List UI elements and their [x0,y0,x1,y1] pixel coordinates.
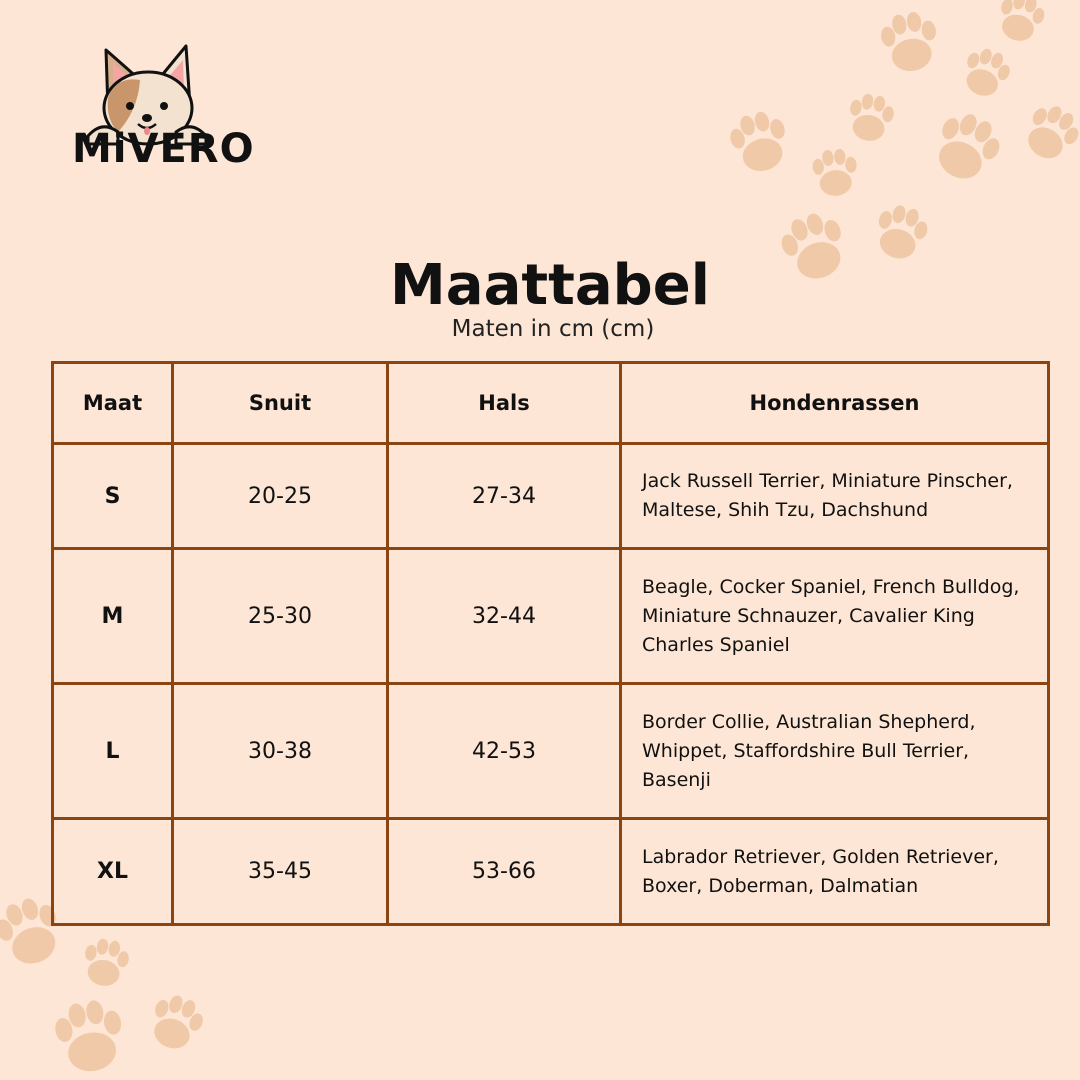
cell-hondenrassen: Beagle, Cocker Spaniel, French Bulldog, Miniature Schnauzer, Cavalier King Charles Spaniel [621,549,1049,684]
paw-print-icon [51,996,128,1076]
cell-hondenrassen: Jack Russell Terrier, Miniature Pinscher, Maltese, Shih Tzu, Dachshund [621,444,1049,549]
paw-print-icon [994,0,1049,46]
column-header-hals: Hals [388,363,621,444]
column-header-maat: Maat [53,363,173,444]
cell-hals: 27-34 [388,444,621,549]
paw-print-icon [1017,98,1080,168]
paw-print-icon [144,990,208,1056]
cell-maat: XL [53,819,173,925]
brand-logo-text: MiVERO [72,126,255,172]
table-row [53,549,1049,684]
cell-maat: M [53,549,173,684]
table-row [53,684,1049,819]
cell-maat: L [53,684,173,819]
cell-hals: 42-53 [388,684,621,819]
table-row [53,819,1049,925]
cell-hals: 32-44 [388,549,621,684]
cell-hondenrassen: Border Collie, Australian Shepherd, Whippet, Staffordshire Bull Terrier, Basenji [621,684,1049,819]
column-header-hondenrassen: Hondenrassen [621,363,1049,444]
column-header-snuit: Snuit [173,363,388,444]
cell-snuit: 35-45 [173,819,388,925]
size-table [51,361,1050,926]
cell-hals: 53-66 [388,819,621,925]
cell-hondenrassen: Labrador Retriever, Golden Retriever, Boxer, Doberman, Dalmatian [621,819,1049,925]
cell-snuit: 30-38 [173,684,388,819]
paw-print-icon [845,91,896,144]
page-title: Maattabel [390,253,710,318]
page-subtitle: Maten in cm (cm) [451,316,655,342]
cell-snuit: 25-30 [173,549,388,684]
paw-print-icon [811,148,859,198]
paw-print-icon [958,44,1015,103]
cell-snuit: 20-25 [173,444,388,549]
paw-print-icon [878,9,942,76]
paw-print-icon [726,107,794,177]
paw-print-icon [80,936,131,989]
table-header-row [53,363,1049,444]
table-row [53,444,1049,549]
cell-maat: S [53,444,173,549]
paw-print-icon [926,106,1008,189]
